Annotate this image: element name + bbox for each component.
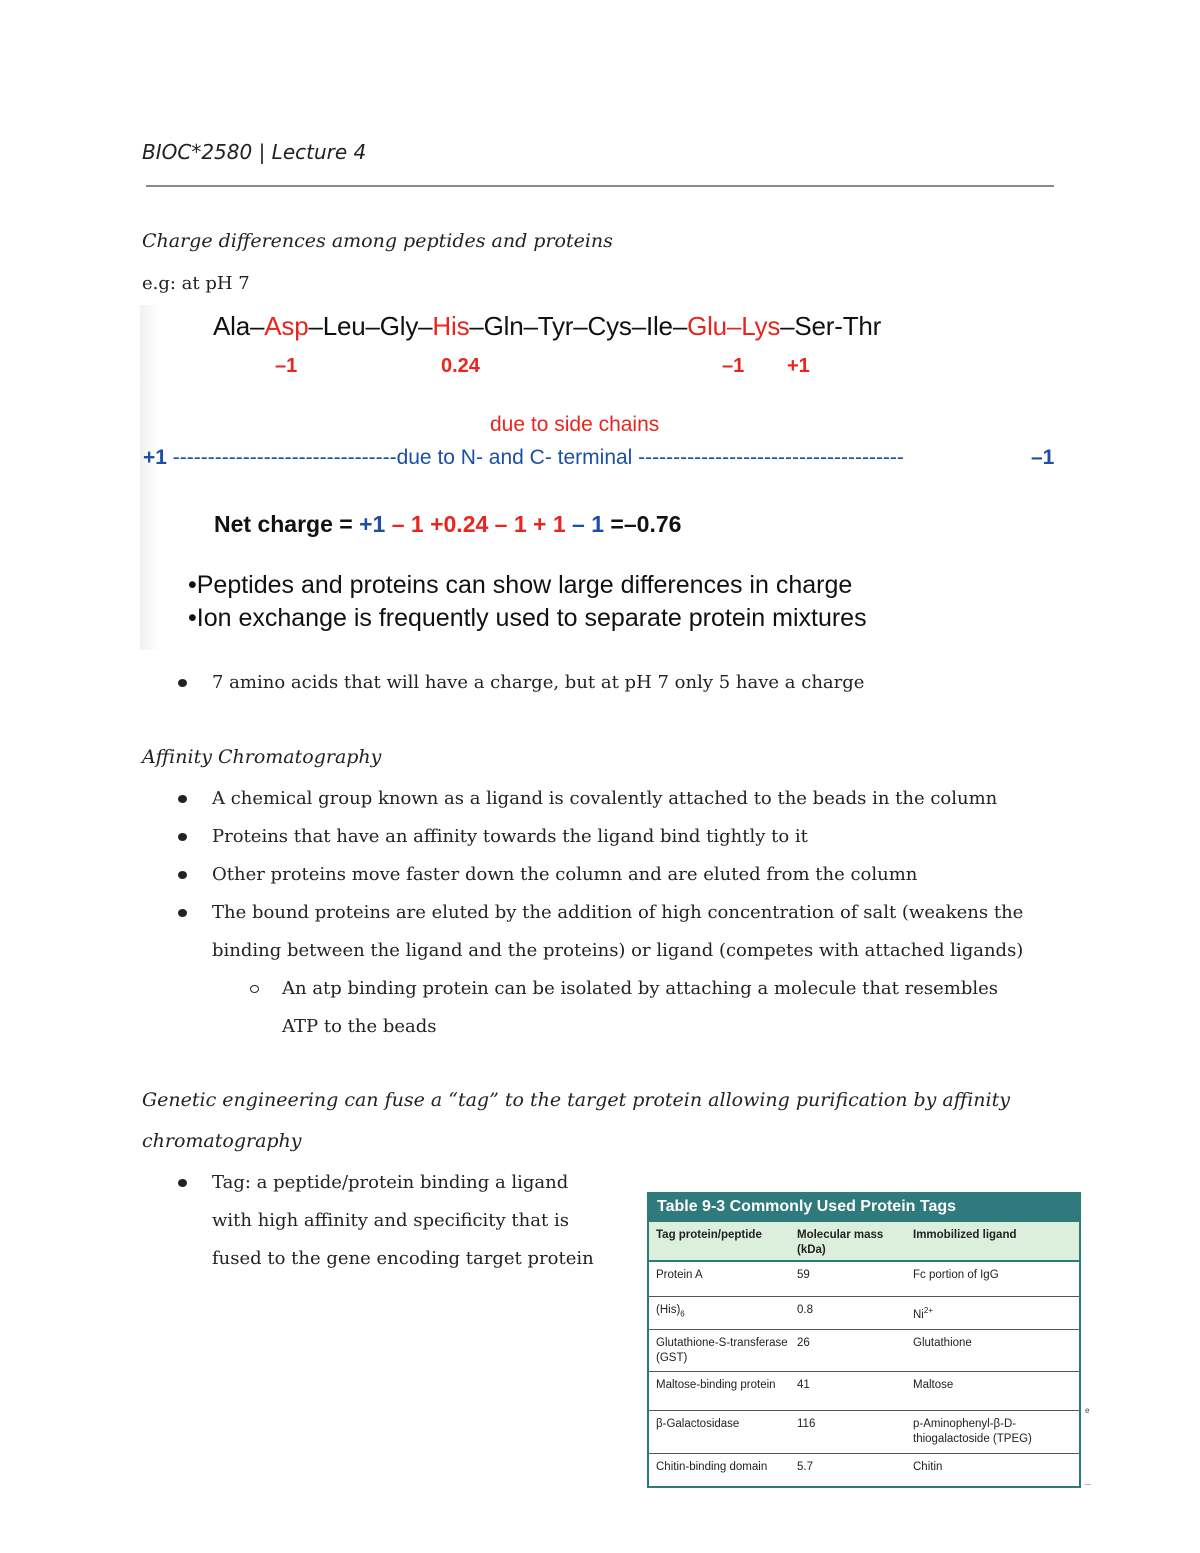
list-item-text: Tag: a peptide/protein binding a ligand xyxy=(212,1172,569,1193)
table-cell: Glutathione-S-transferase (GST) xyxy=(656,1337,788,1364)
protein-tags-table xyxy=(647,1192,1081,1488)
list-item-text: An atp binding protein can be isolated by attaching a molecule that resembles xyxy=(282,978,998,999)
table-cell: Chitin xyxy=(913,1461,943,1473)
terminal-line xyxy=(143,446,1055,470)
list-item-text: 7 amino acids that will have a charge, but at pH 7 only 5 have a charge xyxy=(212,672,865,693)
table-header-cell: Molecular mass (kDa) xyxy=(797,1229,884,1256)
cell-superscript: 2+ xyxy=(923,1306,933,1315)
net-term: – 1 +0.24 – 1 + 1 xyxy=(385,511,573,537)
seq-part: –Leu–Gly– xyxy=(308,311,433,341)
figure-edge-shadow xyxy=(140,305,160,650)
bullet-dot-icon xyxy=(178,795,187,803)
seq-part: –Gln–Tyr–Cys–Ile– xyxy=(469,311,688,341)
table-cell: Maltose-binding protein xyxy=(656,1379,776,1391)
charge-notes-list xyxy=(142,664,864,702)
net-result: –0.76 xyxy=(623,511,682,537)
terminal-right-charge: –1 xyxy=(1031,446,1055,469)
table-side-dash xyxy=(1085,1484,1091,1485)
seq-part: –Ser-Thr xyxy=(780,311,882,341)
charge-asp: –1 xyxy=(275,355,298,377)
page-header-title: BIOC*2580 | Lecture 4 xyxy=(142,140,367,164)
table-row xyxy=(649,1297,1079,1330)
side-chains-label: due to side chains xyxy=(490,413,660,436)
list-item xyxy=(142,1164,594,1278)
bullet-dot-icon xyxy=(178,1179,187,1187)
charge-glu: –1 xyxy=(722,355,745,377)
table-row xyxy=(649,1262,1079,1297)
bullet-dot-icon xyxy=(178,679,187,687)
section-heading-affinity: Affinity Chromatography xyxy=(142,746,382,768)
affinity-list xyxy=(142,780,1023,1046)
table-header-cell: Immobilized ligand xyxy=(913,1229,1017,1241)
figure-bullet: •Ion exchange is frequently used to separate protein mixtures xyxy=(188,604,867,632)
table-side-mark: e xyxy=(1085,1406,1090,1415)
seq-glu: Glu xyxy=(687,311,727,341)
table-cell: Maltose xyxy=(913,1379,954,1391)
table-cell xyxy=(913,1303,1079,1329)
table-cell: 116 xyxy=(797,1418,816,1430)
seq-part: Ala– xyxy=(213,311,265,341)
terminal-text: --------------------------------due to N- and C- terminal -------------------------------------- xyxy=(166,446,904,469)
net-term: – 1 xyxy=(572,511,605,537)
seq-his: His xyxy=(432,311,470,341)
list-sub-item xyxy=(142,970,1023,1046)
net-charge-equation xyxy=(214,511,681,538)
table-cell: 26 xyxy=(797,1337,810,1349)
list-item xyxy=(142,894,1023,970)
table-cell: p-Aminophenyl-β-D-thiogalactoside (TPEG) xyxy=(913,1418,1032,1445)
list-item xyxy=(142,780,1023,818)
list-item-text: ATP to the beads xyxy=(282,1016,437,1037)
table-cell: Chitin-binding domain xyxy=(656,1461,768,1473)
section-heading-genetic-cont: chromatography xyxy=(142,1130,302,1152)
list-item-text: Other proteins move faster down the column and are eluted from the column xyxy=(212,864,918,885)
table-row xyxy=(649,1330,1079,1372)
figure-bullet: •Peptides and proteins can show large differences in charge xyxy=(188,571,853,599)
table-cell xyxy=(649,1303,797,1329)
cell-text: Ni xyxy=(913,1308,924,1321)
section-heading-genetic: Genetic engineering can fuse a “tag” to the target protein allowing purification by affinity xyxy=(142,1089,1010,1111)
list-item-text: with high affinity and specificity that is xyxy=(212,1210,569,1231)
table-cell: Protein A xyxy=(656,1269,703,1281)
table-header-row xyxy=(649,1222,1079,1262)
table-cell: 41 xyxy=(797,1379,810,1391)
table-row xyxy=(649,1372,1079,1411)
table-cell: 0.8 xyxy=(797,1304,813,1316)
tag-list xyxy=(142,1164,594,1278)
table-header-cell: Tag protein/peptide xyxy=(656,1229,762,1241)
list-item xyxy=(142,664,864,702)
terminal-left-charge: +1 xyxy=(143,446,167,469)
net-term: = xyxy=(604,511,624,537)
table-cell: Fc portion of IgG xyxy=(913,1269,999,1281)
charge-figure xyxy=(140,305,1060,650)
peptide-sequence xyxy=(213,311,881,342)
cell-text: (His) xyxy=(656,1304,681,1316)
bullet-dot-icon xyxy=(178,833,187,841)
net-label: Net charge = xyxy=(214,511,360,537)
seq-asp: Asp xyxy=(264,311,309,341)
list-item-text: Proteins that have an affinity towards the ligand bind tightly to it xyxy=(212,826,808,847)
bullet-dot-icon xyxy=(178,871,187,879)
seq-lys: Lys xyxy=(741,311,781,341)
table-cell: 5.7 xyxy=(797,1461,813,1473)
header-divider xyxy=(146,185,1054,187)
list-item-text: A chemical group known as a ligand is covalently attached to the beads in the column xyxy=(212,788,998,809)
bullet-dot-icon xyxy=(178,909,187,917)
bullet-ring-icon xyxy=(250,985,259,993)
table-title: Table 9-3 Commonly Used Protein Tags xyxy=(649,1192,1079,1222)
table-cell: β-Galactosidase xyxy=(656,1418,740,1430)
table-row xyxy=(649,1411,1079,1454)
seq-dash: – xyxy=(726,311,742,341)
list-item xyxy=(142,856,1023,894)
cell-subscript: 6 xyxy=(680,1309,685,1319)
list-item-text: The bound proteins are eluted by the addition of high concentration of salt (weakens the xyxy=(212,902,1024,923)
charge-lys: +1 xyxy=(787,355,810,377)
example-text: e.g: at pH 7 xyxy=(142,273,250,294)
table-cell: 59 xyxy=(797,1269,810,1281)
table-cell: Glutathione xyxy=(913,1337,972,1349)
section-heading-charge: Charge differences among peptides and proteins xyxy=(142,230,613,252)
charge-his: 0.24 xyxy=(441,355,480,377)
table-row xyxy=(649,1454,1079,1486)
net-term: +1 xyxy=(359,511,386,537)
list-item-text: fused to the gene encoding target protein xyxy=(212,1248,594,1269)
list-item-text: binding between the ligand and the proteins) or ligand (competes with attached ligands) xyxy=(212,940,1024,961)
list-item xyxy=(142,818,1023,856)
